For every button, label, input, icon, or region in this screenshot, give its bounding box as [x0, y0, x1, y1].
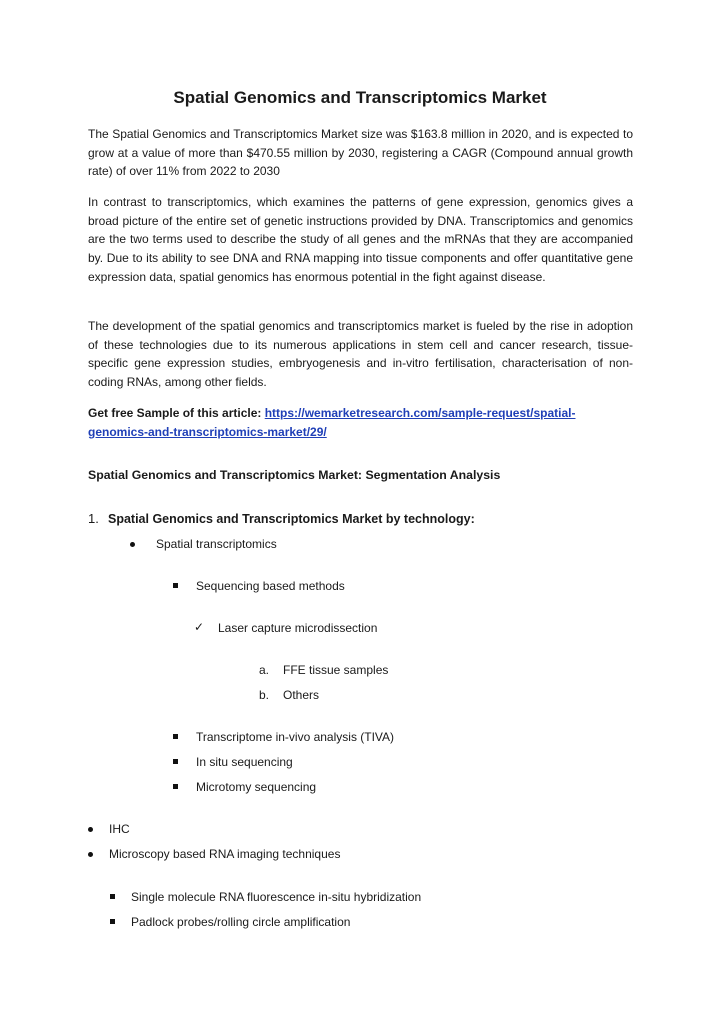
- bullet-square-icon: [110, 894, 115, 899]
- bullet-square-icon: [110, 919, 115, 924]
- list-item-ffe: FFE tissue samples: [283, 663, 389, 677]
- bullet-square-icon: [173, 734, 178, 739]
- list-item-ihc: IHC: [109, 822, 130, 836]
- paragraph-genomics-intro: In contrast to transcriptomics, which examines the patterns of gene expression, genomics gives a broad picture of the entire set of genetic instructions provided by DNA. Transcriptomics and genomics are the two terms used to describe the study of all genes and the mRNAs that they are accompanied by. Due to its ability to see DNA and RNA mapping into tissue components and offer quantitative gene expression data, spatial genomics has enormous potential in the fight against disease.: [88, 195, 633, 284]
- list-item-others: Others: [283, 688, 320, 702]
- bullet-square-icon: [173, 583, 178, 588]
- list-number: 1.: [88, 511, 99, 526]
- list-item-laser-capture: Laser capture microdissection: [218, 621, 378, 635]
- checkmark-icon: ✓: [194, 620, 205, 634]
- technology-heading: Spatial Genomics and Transcriptomics Market by technology:: [108, 512, 475, 526]
- list-item-spatial-transcriptomics: Spatial transcriptomics: [156, 537, 277, 551]
- sample-link[interactable]: https://wemarketresearch.com/sample-request/spatial-genomics-and-transcriptomics-market/29/: [88, 406, 576, 439]
- paragraph-market-size: The Spatial Genomics and Transcriptomics Market size was $163.8 million in 2020, and is expected to grow at a value of more than $470.55 million by 2030, registering a CAGR (Compound annual growth rate) of over 11% from 2022 to 2030: [88, 127, 633, 179]
- bullet-dot-icon: [88, 852, 93, 857]
- bullet-dot-icon: [130, 542, 135, 547]
- list-item-padlock: Padlock probes/rolling circle amplification: [131, 915, 351, 929]
- document-title: Spatial Genomics and Transcriptomics Market: [173, 88, 547, 107]
- bullet-square-icon: [173, 759, 178, 764]
- segmentation-heading: Spatial Genomics and Transcriptomics Market: Segmentation Analysis: [88, 468, 501, 482]
- list-item-microtomy: Microtomy sequencing: [196, 780, 317, 794]
- list-item-tiva: Transcriptome in-vivo analysis (TIVA): [196, 730, 395, 744]
- sample-request: [88, 404, 633, 441]
- sample-label: Get free Sample of this article:: [88, 406, 265, 420]
- list-letter-b: b.: [259, 688, 270, 702]
- paragraph-market-drivers: The development of the spatial genomics and transcriptomics market is fueled by the rise in adoption of these technologies due to its numerous applications in stem cell and cancer research, tissue-specific gene expression studies, embryogenesis and in-vitro fertilisation, characterisation of non-coding RNAs, among other fields.: [88, 319, 633, 390]
- list-item-sequencing-based: Sequencing based methods: [196, 579, 345, 593]
- bullet-square-icon: [173, 784, 178, 789]
- bullet-dot-icon: [88, 827, 93, 832]
- list-item-in-situ: In situ sequencing: [196, 755, 293, 769]
- list-letter-a: a.: [259, 663, 270, 677]
- list-item-microscopy: Microscopy based RNA imaging techniques: [109, 847, 341, 861]
- list-item-smfish: Single molecule RNA fluorescence in-situ hybridization: [131, 890, 422, 904]
